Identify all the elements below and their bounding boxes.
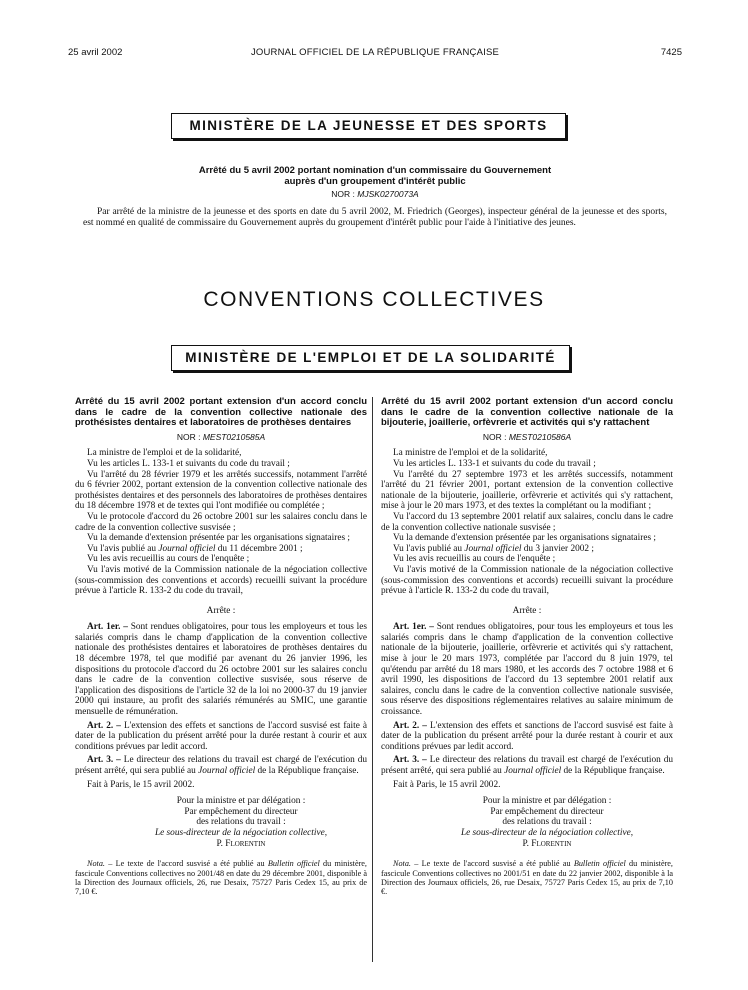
- right-column: [381, 397, 673, 897]
- left-visa: Vu les avis recueillis au cours de l'enquête ;: [87, 554, 250, 565]
- text-fragment: Vu l'avis publié au: [87, 543, 157, 554]
- nota-text: du ministère, fascicule Conventions collectives no 2001/51 en date du 22 janvier 2002, disponible à la Direction des Journaux officiels, 26, rue Desaix, 75727 Paris Cedex 15, au prix de 7,10 €.: [381, 859, 673, 897]
- ministry-emploi-solidarite-box: MINISTÈRE DE L'EMPLOI ET DE LA SOLIDARITÉ: [171, 345, 570, 371]
- section-title-conventions: CONVENTIONS COLLECTIVES: [203, 288, 545, 311]
- nor-code: MEST0210585A: [202, 431, 266, 442]
- left-fait-a-paris: Fait à Paris, le 15 avril 2002.: [87, 779, 195, 790]
- article-text: Le directeur des relations du travail est chargé de l'exécution du présent arrêté, qui sera publié au: [381, 755, 674, 776]
- left-visa-journal: [75, 544, 367, 555]
- article-text: L'extension des effets et sanctions de l'accord susvisé est faite à dater de la publication du présent arrêté pour la durée restant à courir et aux conditions prévues par ledit accord.: [381, 720, 674, 752]
- right-visa: Vu les avis recueillis au cours de l'enquête ;: [393, 554, 556, 565]
- signature-line: des relations du travail :: [502, 817, 592, 828]
- signatory-name: P. Florentin: [216, 838, 266, 849]
- nota-text: Le texte de l'accord susvisé a été publié au: [115, 859, 265, 869]
- right-visa: Vu la demande d'extension présentée par les organisations signataires ;: [393, 533, 656, 544]
- signature-line: Le sous-directeur de la négociation collective,: [154, 827, 328, 838]
- nota-label: Nota. –: [87, 859, 113, 869]
- left-visa: La ministre de l'emploi et de la solidarité,: [87, 448, 242, 459]
- right-visa: Vu les articles L. 133-1 et suivants du code du travail ;: [393, 458, 596, 469]
- left-visa: Vu l'avis motivé de la Commission nationale de la négociation collective (sous-commission des conventions et accords) recueilli suivant la procédure prévue à l'article R. 133-2 du code du travail,: [75, 564, 367, 597]
- right-nor: [381, 432, 673, 443]
- text-fragment: du 11 décembre 2001 ;: [217, 543, 303, 554]
- right-article-2: [381, 721, 673, 753]
- article-text-italic: Journal officiel: [504, 766, 562, 776]
- left-article-3: [75, 755, 367, 776]
- nor-label: NOR :: [482, 431, 507, 442]
- text-fragment-italic: Journal officiel: [158, 543, 216, 554]
- article-text: de la République française.: [257, 766, 359, 776]
- nor-code: MJSK0270073A: [357, 189, 419, 199]
- nor-label: NOR :: [331, 189, 355, 199]
- article-text: de la République française.: [563, 766, 665, 776]
- right-fait-a-paris: Fait à Paris, le 15 avril 2002.: [393, 779, 501, 790]
- signature-line: Par empêchement du directeur: [490, 806, 604, 817]
- signature-line: Pour la ministre et par délégation :: [482, 796, 612, 807]
- left-article-1: [75, 622, 367, 717]
- right-arrete-word: Arrête :: [512, 605, 542, 616]
- left-visa: Vu les articles L. 133-1 et suivants du code du travail ;: [87, 458, 290, 469]
- arrete-nomination-title-line1: Arrêté du 5 avril 2002 portant nomination d'un commissaire du Gouvernement: [198, 165, 552, 176]
- left-visa: Vu l'arrêté du 28 février 1979 et les arrêtés successifs, notamment l'arrêté du 6 février 2002, portant extension de la convention collective nationale des prothésistes dentaires et des personnels des laboratoires de prothèses dentaires du 18 décembre 1978 et de textes qui l'ont modifiée ou complétée ;: [75, 469, 367, 512]
- article-label: Art. 1er. –: [87, 622, 128, 633]
- article-label: Art. 3. –: [393, 755, 427, 766]
- right-article-3: [381, 755, 673, 776]
- left-signature-block: [115, 796, 367, 849]
- article-text-italic: Journal officiel: [198, 766, 256, 776]
- article-label: Art. 2. –: [87, 720, 121, 731]
- nota-text: du ministère, fascicule Conventions collectives no 2001/48 en date du 29 décembre 2001, disponible à la Direction des Journaux officiels, 26, rue Desaix, 75727 Paris Cedex 15, au prix de 7,10 €.: [75, 859, 367, 897]
- right-visa: Vu l'avis motivé de la Commission nationale de la négociation collective (sous-commission des conventions et accords) recueilli suivant la procédure prévue à l'article R. 133-2 du code du travail,: [381, 564, 673, 597]
- header-page-number: 7425: [660, 47, 682, 58]
- left-arrete-word: Arrête :: [206, 605, 236, 616]
- left-visa: Vu le protocole d'accord du 26 octobre 2001 sur les salaires conclu dans le cadre de la convention collective susvisée ;: [75, 511, 367, 533]
- text-fragment: du 3 janvier 2002 ;: [523, 543, 594, 554]
- right-arrete-title: Arrêté du 15 avril 2002 portant extension d'un accord conclu dans le cadre de la convention collective nationale de la bijouterie, joaillerie, orfèvrerie et activités qui s'y rattachent: [381, 396, 673, 429]
- nota-label: Nota. –: [393, 859, 419, 869]
- nor-label: NOR :: [176, 431, 201, 442]
- right-signature-block: [421, 796, 673, 849]
- text-fragment-italic: Journal officiel: [464, 543, 522, 554]
- article-text: L'extension des effets et sanctions de l'accord susvisé est faite à dater de la publication du présent arrêté pour la durée restant à courir et aux conditions prévues par ledit accord.: [75, 720, 368, 752]
- page-header: [68, 47, 682, 61]
- article-text: Le directeur des relations du travail est chargé de l'exécution du présent arrêté, qui sera publié au: [75, 755, 368, 776]
- nota-text-italic: Bulletin officiel: [267, 859, 320, 869]
- left-visa: Vu la demande d'extension présentée par les organisations signataires ;: [87, 533, 350, 544]
- column-divider: [372, 397, 373, 962]
- left-arrete-title: Arrêté du 15 avril 2002 portant extension d'un accord conclu dans le cadre de la convention collective nationale des prothésistes dentaires et laboratoires de prothèses dentaires: [75, 396, 367, 429]
- article-label: Art. 2. –: [393, 720, 427, 731]
- article-text: Sont rendues obligatoires, pour tous les employeurs et tous les salariés compris dans le champ d'application de la convention collective nationale des prothésistes dentaires et laboratoires de prothèses dentaires du 18 décembre 1978, tel que modifié par avenant du 26 janvier 1996, les dispositions du protocole d'accord du 26 octobre 2001 sur les salaires conclu dans le cadre de la convention collective susvisée, sous réserve de l'application des dispositions de l'article 32 de la loi no 2000-37 du 19 janvier 2000 qui instaure, au profit des salariés rémunérés au SMIC, une garantie mensuelle de rémunération.: [75, 622, 367, 718]
- signature-line: Le sous-directeur de la négociation collective,: [460, 827, 634, 838]
- header-journal-title: JOURNAL OFFICIEL DE LA RÉPUBLIQUE FRANÇAISE: [250, 47, 500, 58]
- article-label: Art. 3. –: [87, 755, 121, 766]
- ministry-jeunesse-sports-box: MINISTÈRE DE LA JEUNESSE ET DES SPORTS: [171, 113, 566, 139]
- article-label: Art. 1er. –: [393, 622, 434, 633]
- right-visa-journal: [381, 544, 673, 555]
- right-visa: La ministre de l'emploi et de la solidarité,: [393, 448, 548, 459]
- signature-line: Par empêchement du directeur: [184, 806, 298, 817]
- left-column: [75, 397, 367, 897]
- signatory-name: P. Florentin: [522, 838, 572, 849]
- signature-line: des relations du travail :: [196, 817, 286, 828]
- arrete-nomination-title: [130, 165, 620, 187]
- header-date: 25 avril 2002: [68, 47, 123, 58]
- article-text: Sont rendues obligatoires, pour tous les employeurs et tous les salariés compris dans le champ d'application de la convention collective nationale de la bijouterie, joaillerie, orfèvrerie et activités qui s'y rattachent, mise à jour le 20 mars 1973, complétée par l'accord du 8 juin 1979, tel qu'étendu par arrêté du 18 mars 1980, et les accords des 7 octobre 1988 et 6 avril 1990, les dispositions de l'accord du 13 septembre 2001 relatif aux salaires, conclu dans le cadre de la convention collective nationale susvisée, sous réserve des dispositions réglementaires relatives au salaire minimum de croissance.: [381, 622, 673, 718]
- arrete-nomination-nor: [130, 189, 620, 199]
- nor-code: MEST0210586A: [508, 431, 572, 442]
- left-nor: [75, 432, 367, 443]
- arrete-nomination-body: Par arrêté de la ministre de la jeunesse et des sports en date du 5 avril 2002, M. Friedrich (Georges), inspecteur général de la jeunesse et des sports, est nommé en qualité de commissaire du Gouvernement auprès du groupement d'intérêt public pour l'aide à l'initiative des jeunes.: [83, 207, 667, 228]
- right-visa: Vu l'arrêté du 27 septembre 1973 et les arrêtés successifs, notamment l'arrêté du 21 février 2001, portant extension de la convention collective nationale de la bijouterie, joaillerie, orfèvrerie et activités qui s'y rattachent, mise à jour le 20 mars 1973, et des textes la complétant ou la modifiant ;: [381, 469, 673, 512]
- left-nota: [75, 859, 367, 897]
- right-visa: Vu l'accord du 13 septembre 2001 relatif aux salaires, conclu dans le cadre de la convention collective nationale susvisée ;: [381, 511, 673, 533]
- text-fragment: Vu l'avis publié au: [393, 543, 463, 554]
- nota-text: Le texte de l'accord susvisé a été publié au: [421, 859, 571, 869]
- right-nota: [381, 859, 673, 897]
- arrete-nomination-title-line2: auprès d'un groupement d'intérêt public: [284, 176, 466, 187]
- left-article-2: [75, 721, 367, 753]
- signature-line: Pour la ministre et par délégation :: [176, 796, 306, 807]
- nota-text-italic: Bulletin officiel: [573, 859, 626, 869]
- right-article-1: [381, 622, 673, 717]
